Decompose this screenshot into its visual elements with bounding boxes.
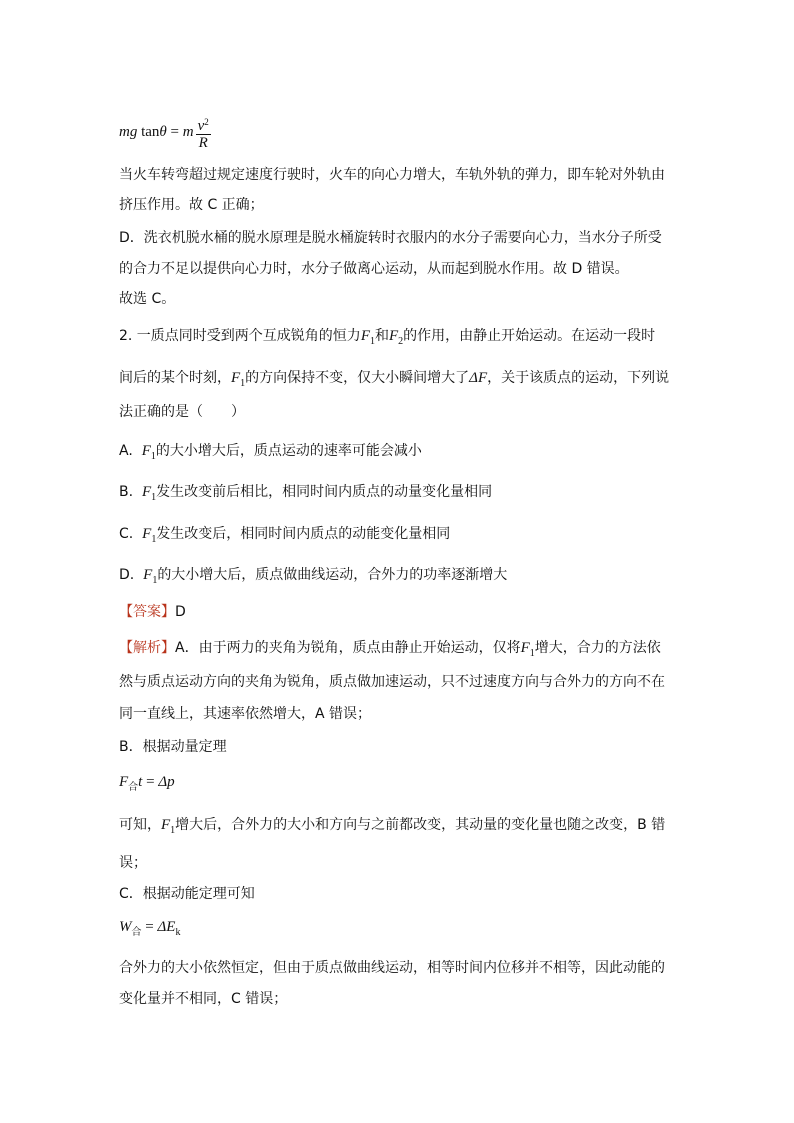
para-c-line2: 挤压作用。故 C 正确； — [119, 197, 264, 213]
answer-label: 【答案】 — [119, 604, 175, 620]
para-d-line1: D．洗衣机脱水桶的脱水原理是脱水桶旋转时衣服内的水分子需要向心力，当水分子所受 — [119, 230, 662, 246]
answer-line — [119, 602, 186, 622]
para-d-line2: 的合力不足以提供向心力时，水分子做离心运动，从而起到脱水作用。故 D 错误。 — [119, 261, 629, 277]
option-a: A. $F_1$的大小增大后，质点运动的速率可能会减小 — [119, 443, 422, 462]
fraction-v2-over-r: $\frac{v^2}{R}$ — [196, 114, 211, 151]
question-2-line1: 2. 一质点同时受到两个互成锐角的恒力$F_1$和$F_2$的作用，由静止开始运动。在运动一段时 — [119, 328, 656, 347]
option-c: C. $F_1$发生改变后，相同时间内质点的动能变化量相同 — [119, 526, 451, 545]
equation-work-energy: $W_合 = \Delta E_k$ — [119, 919, 181, 938]
equation-momentum: $F_合t = \Delta p$ — [119, 774, 175, 793]
analysis-line2: 然与质点运动方向的夹角为锐角，质点做加速运动，只不过速度方向与合外力的方向不在 — [119, 674, 665, 690]
analysis-b-head: B．根据动量定理 — [119, 739, 227, 755]
analysis-c-head: C．根据动能定理可知 — [119, 886, 255, 902]
question-2-line3: 法正确的是（ ） — [119, 404, 245, 420]
analysis-line3: 同一直线上，其速率依然增大，A 错误； — [119, 706, 372, 722]
analysis-label: 【解析】 — [119, 640, 175, 656]
analysis-b-line2: 误； — [119, 855, 147, 871]
option-b: B. $F_1$发生改变前后相比，相同时间内质点的动量变化量相同 — [119, 484, 493, 503]
question-2-line2: 间后的某个时刻，$F_1$的方向保持不变，仅大小瞬间增大了ΔF，关于该质点的运动，下列说 — [119, 370, 670, 389]
equation-centripetal: mg tanθ = m $\frac{v^2}{R}$ — [119, 114, 211, 151]
analysis-b-line1: 可知，$F_1$增大后，合外力的大小和方向与之前都改变，其动量的变化量也随之改变，B 错 — [119, 817, 666, 836]
choose-line: 故选 C。 — [119, 291, 176, 307]
analysis-c-line2: 变化量并不相同，C 错误； — [119, 991, 288, 1007]
para-c-line1: 当火车转弯超过规定速度行驶时，火车的向心力增大，车轨外轨的弹力，即车轮对外轨由 — [119, 167, 665, 183]
analysis-line1: 【解析】A．由于两力的夹角为锐角，质点由静止开始运动，仅将$F_1$增大，合力的方法依 — [119, 640, 661, 659]
answer-value: D — [175, 604, 186, 620]
option-d: D. $F_1$的大小增大后，质点做曲线运动，合外力的功率逐渐增大 — [119, 567, 508, 586]
analysis-c-line1: 合外力的大小依然恒定，但由于质点做曲线运动，相等时间内位移并不相等，因此动能的 — [119, 960, 665, 976]
